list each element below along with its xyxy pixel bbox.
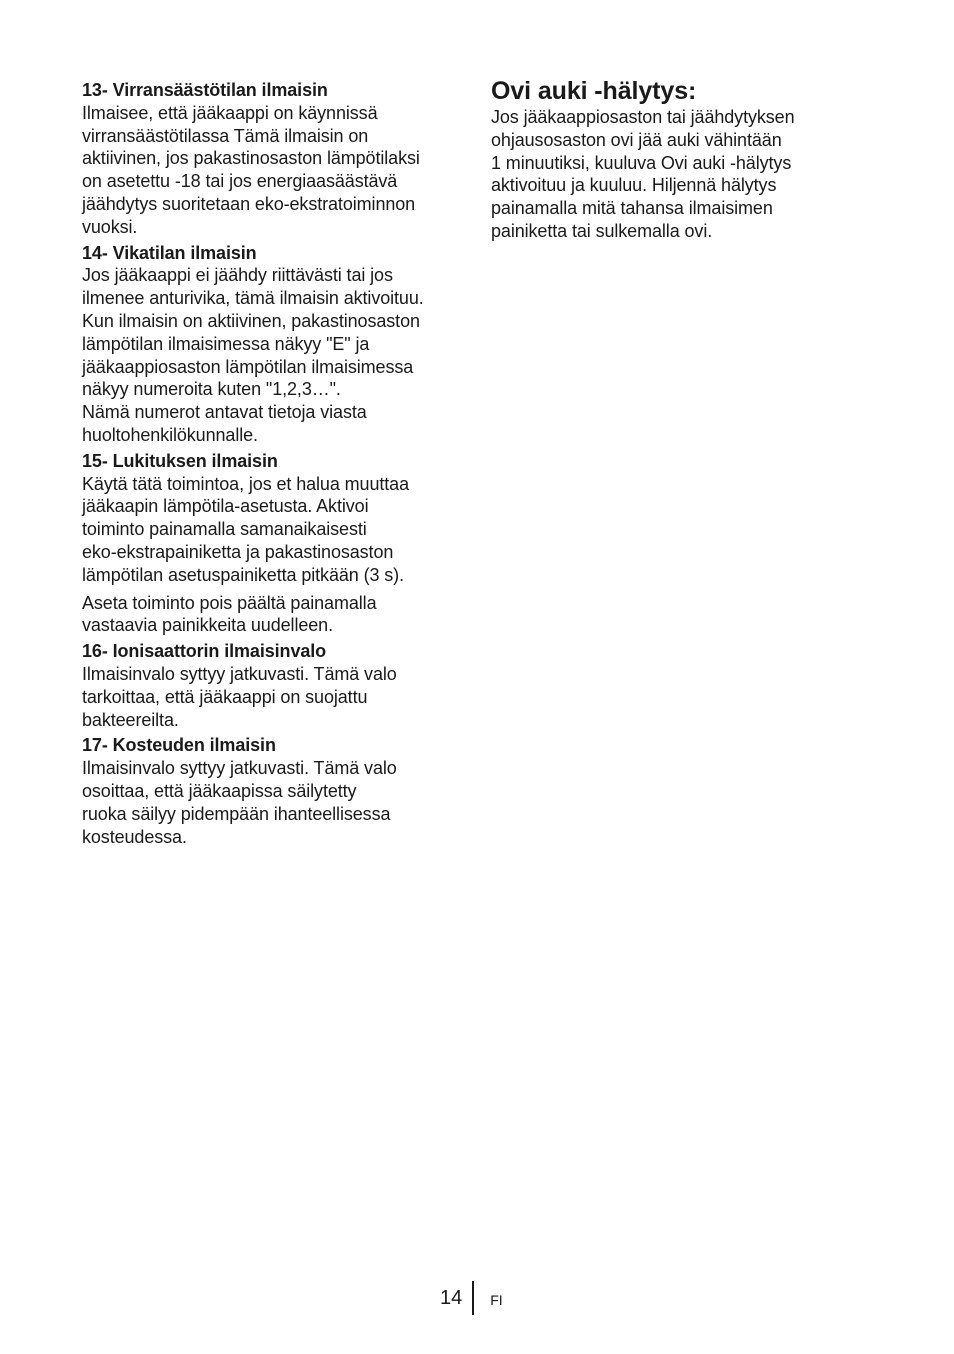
section-text: Ilmaisinvalo syttyy jatkuvasti. Tämä valo osoittaa, että jääkaapissa säilytetty ruoka säilyy pidempään ihanteellisessa kosteudessa. [82, 758, 397, 847]
page-footer [440, 1281, 503, 1315]
section-heading: 16- Ionisaattorin ilmaisinvalo [82, 641, 327, 662]
section-heading: 17- Kosteuden ilmaisin [82, 735, 276, 756]
section-energy-saving-indicator [82, 79, 462, 239]
door-open-alarm-text: Jos jääkaappiosaston tai jäähdytyksen ohjausosaston ovi jää auki vähintään 1 minuutiksi, kuuluva Ovi auki -hälytys aktivoituu ja kuuluu. Hiljennä hälytys painamalla mitä tahansa ilmaisimen painiketta tai sulkemalla ovi. [491, 107, 795, 241]
section-heading: 15- Lukituksen ilmaisin [82, 450, 278, 471]
section-text: Käytä tätä toimintoa, jos et halua muuttaa jääkaapin lämpötila-asetusta. Aktivoi toiminto painamalla samanaikaisesti eko-ekstrapainiketta ja pakastinosaston lämpötilan asetuspainiketta pitkään (3 s). [82, 473, 409, 585]
section-text-continued: Aseta toiminto pois päältä painamalla vastaavia painikkeita uudelleen. [82, 592, 377, 636]
page-number: 14 [440, 1286, 463, 1309]
door-open-alarm-heading: Ovi auki -hälytys: [491, 77, 697, 105]
footer-divider [472, 1281, 474, 1315]
section-heading: 14- Vikatilan ilmaisin [82, 242, 257, 263]
right-column [491, 77, 846, 246]
section-text: Ilmaisee, että jääkaappi on käynnissä virransäästötilassa Tämä ilmaisin on aktiivinen, jos pakastinosaston lämpötilaksi on asetettu -18 tai jos energiaasäästävä jäähdytys suoritetaan eko-ekstratoiminnon vuoksi. [82, 102, 420, 237]
section-lock-indicator [82, 450, 462, 637]
section-text: Ilmaisinvalo syttyy jatkuvasti. Tämä valo tarkoittaa, että jääkaappi on suojattu bakteereilta. [82, 663, 397, 730]
section-ionizer-indicator [82, 640, 462, 731]
section-fault-indicator [82, 242, 462, 447]
section-text: Jos jääkaappi ei jäähdy riittävästi tai jos ilmenee anturivika, tämä ilmaisin aktivoituu. Kun ilmaisin on aktiivinen, pakastinosaston lämpötilan ilmaisimessa näkyy "E" ja jääkaappiosaston lämpötilan ilmaisimessa näkyy numeroita kuten "1,2,3…". Nämä numerot antavat tietoja viasta huoltohenkilökunnalle. [82, 265, 424, 445]
left-column [82, 79, 462, 851]
section-humidity-indicator [82, 734, 462, 848]
language-code: FI [490, 1292, 503, 1308]
section-heading: 13- Virransäästötilan ilmaisin [82, 80, 328, 100]
